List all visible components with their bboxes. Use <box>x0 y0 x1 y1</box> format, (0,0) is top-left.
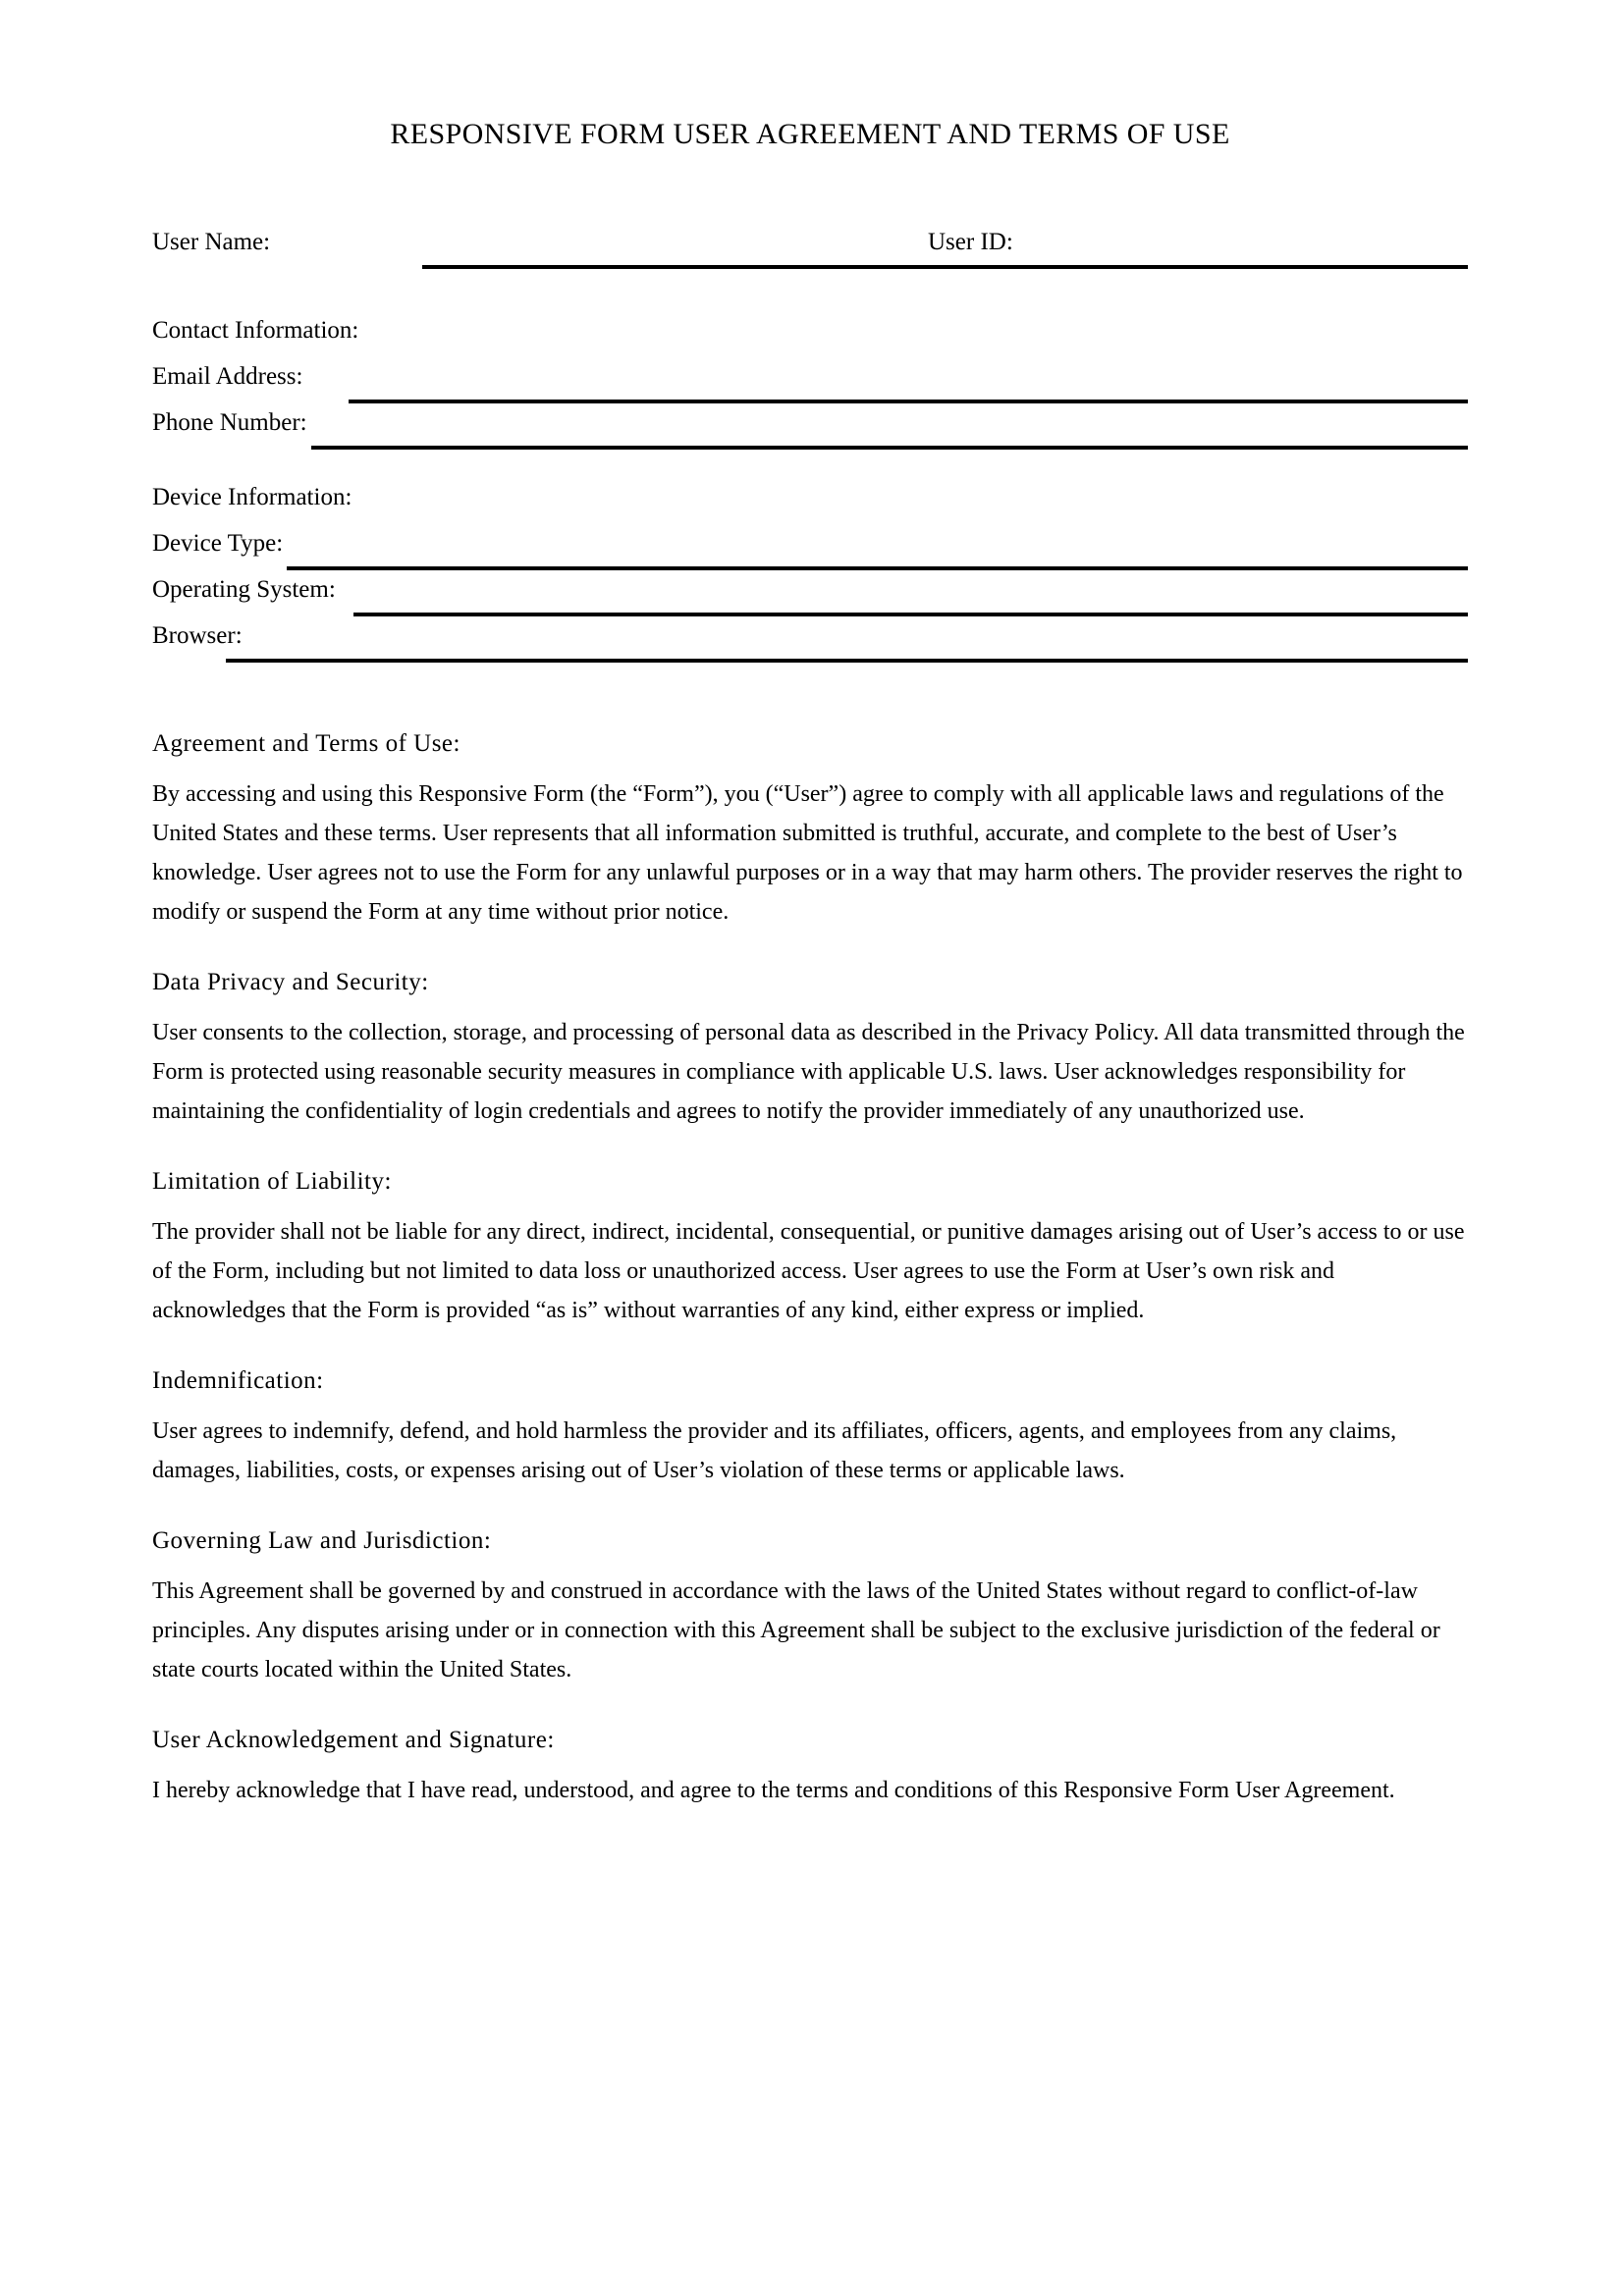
browser-label: Browser: <box>152 622 243 649</box>
agreement-section <box>152 1363 1473 1490</box>
email-address-label: Email Address: <box>152 363 303 390</box>
section-body: By accessing and using this Responsive Form (the “Form”), you (“User”) agree to comply with all applicable laws and regulations of the United States and these terms. User represents that all information submitted is truthful, accurate, and complete to the best of User’s knowledge. User agrees not to use the Form for any unlawful purposes or in a way that may harm others. The provider reserves the right to modify or suspend the Form at any time without prior notice. <box>152 781 1463 925</box>
form-row-browser <box>152 619 1468 666</box>
device-information-heading: Device Information: <box>152 484 352 510</box>
operating-system-input-rule[interactable] <box>353 613 1468 616</box>
section-heading: Data Privacy and Security: <box>152 969 429 995</box>
form-row-device-type <box>152 527 1468 573</box>
form-row-email-address <box>152 360 1468 406</box>
section-body: User agrees to indemnify, defend, and hold harmless the provider and its affiliates, officers, agents, and employees from any claims, damages, liabilities, costs, or expenses arising out of User’s violation of these terms or applicable laws. <box>152 1418 1397 1483</box>
agreement-section <box>152 1523 1473 1689</box>
user-id-label: User ID: <box>928 229 1013 255</box>
form-row-phone-number <box>152 406 1468 453</box>
contact-information-heading: Contact Information: <box>152 317 359 344</box>
device-type-label: Device Type: <box>152 530 284 557</box>
user-name-label: User Name: <box>152 229 271 255</box>
section-heading: Indemnification: <box>152 1367 324 1394</box>
section-heading: Governing Law and Jurisdiction: <box>152 1527 492 1554</box>
section-body: User consents to the collection, storage, and processing of personal data as described in the Privacy Policy. All data transmitted through the Form is protected using reasonable security measures in compliance with applicable U.S. laws. User acknowledges responsibility for maintaining the confidentiality of login credentials and agrees to notify the provider immediately of any unauthorized use. <box>152 1020 1465 1124</box>
section-body: This Agreement shall be governed by and construed in accordance with the laws of the United States without regard to conflict-of-law principles. Any disputes arising under or in connection with this Agreement shall be subject to the exclusive jurisdiction of the federal or state courts located within the United States. <box>152 1578 1440 1682</box>
device-information-group <box>152 481 1468 666</box>
section-body: The provider shall not be liable for any direct, indirect, incidental, consequential, or punitive damages arising out of User’s access to or use of the Form, including but not limited to data loss or unauthorized access. User agrees to use the Form at User’s own risk and acknowledges that the Form is provided “as is” without warranties of any kind, either express or implied. <box>152 1219 1465 1323</box>
section-heading: Agreement and Terms of Use: <box>152 730 460 757</box>
section-heading: Limitation of Liability: <box>152 1168 392 1195</box>
user-name-input-rule[interactable] <box>422 265 1468 269</box>
section-body: I hereby acknowledge that I have read, understood, and agree to the terms and conditions of this Responsive Form User Agreement. <box>152 1778 1395 1803</box>
section-heading: User Acknowledgement and Signature: <box>152 1727 555 1753</box>
device-type-input-rule[interactable] <box>287 566 1468 570</box>
agreement-section <box>152 1723 1473 1810</box>
agreement-section <box>152 1164 1473 1330</box>
agreement-section <box>152 726 1473 932</box>
phone-number-label: Phone Number: <box>152 409 307 436</box>
email-address-input-rule[interactable] <box>349 400 1468 403</box>
identity-fields-group <box>152 226 1468 272</box>
page-title: RESPONSIVE FORM USER AGREEMENT AND TERMS OF USE <box>390 118 1230 150</box>
phone-number-input-rule[interactable] <box>311 446 1468 450</box>
contact-information-group <box>152 314 1468 453</box>
form-row-user-name <box>152 226 1468 272</box>
form-row-operating-system <box>152 573 1468 619</box>
browser-input-rule[interactable] <box>226 659 1468 663</box>
agreement-section <box>152 965 1473 1131</box>
operating-system-label: Operating System: <box>152 576 336 603</box>
agreement-sections <box>152 726 1473 1843</box>
